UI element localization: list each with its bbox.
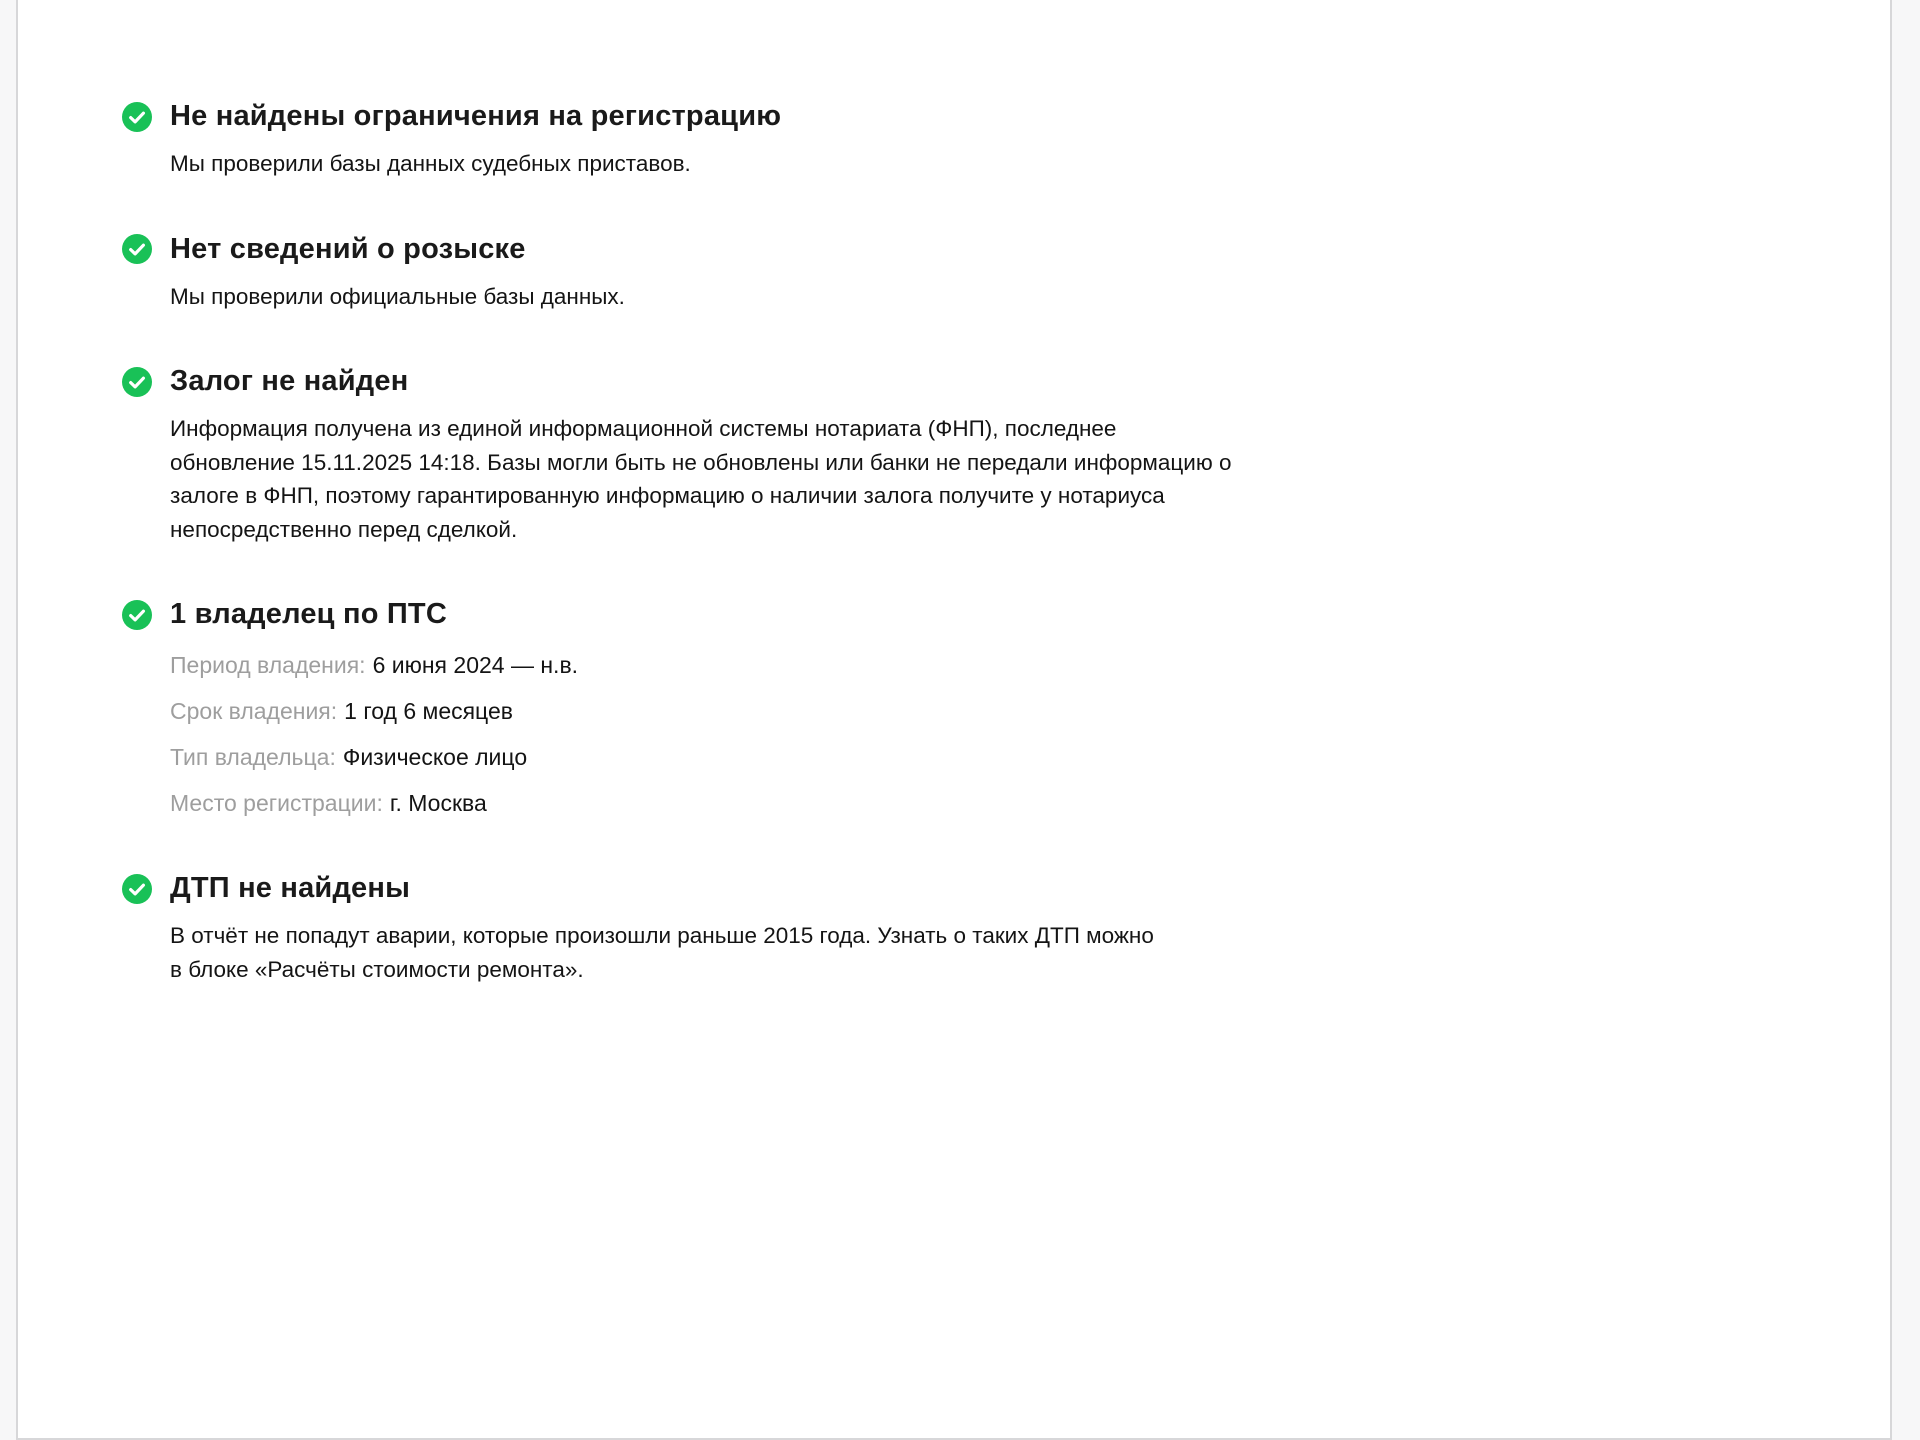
section-title: 1 владелец по ПТС bbox=[170, 598, 447, 630]
section-title: Залог не найден bbox=[170, 365, 409, 397]
owner-details-list bbox=[170, 649, 1830, 820]
section-header bbox=[122, 98, 1830, 135]
detail-value: Физическое лицо bbox=[342, 744, 528, 770]
section-header bbox=[122, 231, 1830, 268]
section-accidents bbox=[122, 870, 1830, 986]
detail-value: г. Москва bbox=[389, 790, 487, 816]
section-description: Мы проверили базы данных судебных приставов. bbox=[170, 151, 691, 176]
section-wanted-status bbox=[122, 231, 1830, 314]
check-circle-icon bbox=[122, 600, 152, 630]
section-title: Не найдены ограничения на регистрацию bbox=[170, 100, 782, 132]
detail-row-registration-place bbox=[170, 787, 1830, 820]
section-description: Мы проверили официальные базы данных. bbox=[170, 283, 625, 309]
section-title: Нет сведений о розыске bbox=[170, 232, 526, 265]
check-circle-icon bbox=[122, 102, 152, 132]
detail-label: Период владения: bbox=[170, 652, 366, 678]
detail-value: 6 июня 2024 — н.в. bbox=[372, 652, 579, 678]
section-pledge bbox=[122, 363, 1830, 546]
check-circle-icon bbox=[122, 874, 152, 904]
section-description: В отчёт не попадут аварии, которые произошли раньше 2015 года. Узнать о таких ДТП можно в блоке «Расчёты стоимости ремонта». bbox=[170, 923, 1154, 982]
section-header bbox=[122, 363, 1830, 400]
check-circle-icon bbox=[122, 234, 152, 264]
detail-row-ownership-duration bbox=[170, 695, 1830, 728]
content-panel bbox=[16, 0, 1892, 1440]
detail-label: Срок владения: bbox=[170, 698, 338, 724]
detail-row-owner-type bbox=[170, 741, 1830, 774]
section-title: ДТП не найдены bbox=[170, 872, 411, 904]
detail-value: 1 год 6 месяцев bbox=[344, 698, 513, 724]
detail-label: Тип владельца: bbox=[170, 744, 336, 770]
section-description: Информация получена из единой информационной системы нотариата (ФНП), последнее обновление 15.11.2025 14:18. Базы могли быть не обновлены или банки не передали информацию о залоге в ФНП, поэтому гарантированную информацию о наличии залога получите у нотариуса непосредственно перед сделкой. bbox=[170, 416, 1232, 542]
section-registration-restrictions bbox=[122, 98, 1830, 181]
check-circle-icon bbox=[122, 367, 152, 397]
section-header bbox=[122, 870, 1830, 907]
section-owners bbox=[122, 596, 1830, 820]
report-content bbox=[18, 0, 1890, 1076]
section-header bbox=[122, 596, 1830, 633]
detail-label: Место регистрации: bbox=[170, 790, 383, 816]
detail-row-ownership-period bbox=[170, 649, 1830, 682]
